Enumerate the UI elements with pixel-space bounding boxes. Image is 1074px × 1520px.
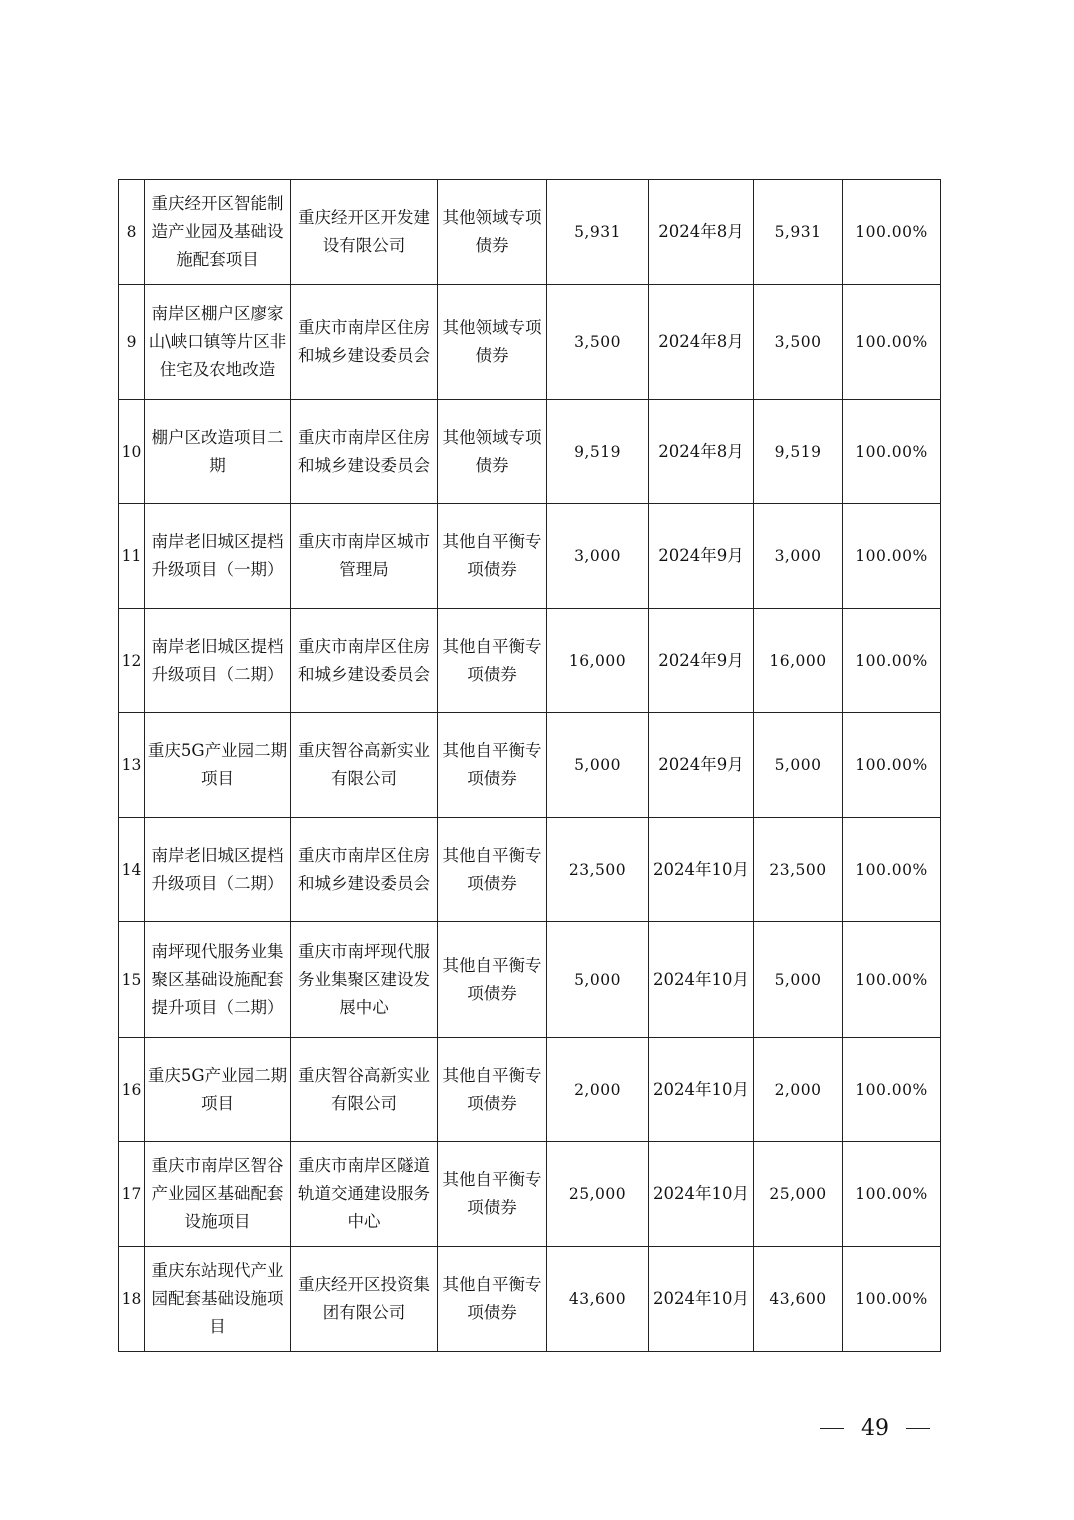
project-name: 棚户区改造项目二期 [145,400,291,504]
table-row [119,1142,941,1247]
usage-rate: 100.00% [843,1247,941,1352]
issue-date: 2024年9月 [649,609,754,713]
implementing-unit: 重庆智谷高新实业有限公司 [291,713,438,818]
usage-rate: 100.00% [843,922,941,1038]
usage-rate: 100.00% [843,1038,941,1142]
bond-type: 其他自平衡专项债券 [438,1142,547,1247]
used-amount: 5,931 [754,180,843,285]
issue-date: 2024年8月 [649,180,754,285]
implementing-unit: 重庆市南岸区住房和城乡建设委员会 [291,609,438,713]
table-row [119,713,941,818]
issued-amount: 5,000 [547,922,649,1038]
usage-rate: 100.00% [843,180,941,285]
project-name: 重庆市南岸区智谷产业园区基础配套设施项目 [145,1142,291,1247]
project-name: 南岸老旧城区提档升级项目（一期） [145,504,291,609]
row-number: 14 [119,818,145,922]
row-number: 12 [119,609,145,713]
right-dash [906,1428,930,1429]
row-number: 13 [119,713,145,818]
used-amount: 9,519 [754,400,843,504]
issued-amount: 2,000 [547,1038,649,1142]
issued-amount: 3,500 [547,285,649,400]
issued-amount: 9,519 [547,400,649,504]
table-row [119,504,941,609]
usage-rate: 100.00% [843,713,941,818]
left-dash [820,1428,844,1429]
table-row [119,609,941,713]
issue-date: 2024年10月 [649,1038,754,1142]
table-body [119,180,941,1352]
bond-type: 其他自平衡专项债券 [438,1247,547,1352]
used-amount: 3,000 [754,504,843,609]
issued-amount: 23,500 [547,818,649,922]
issued-amount: 5,000 [547,713,649,818]
used-amount: 2,000 [754,1038,843,1142]
project-name: 南坪现代服务业集聚区基础设施配套提升项目（二期） [145,922,291,1038]
project-name: 重庆5G产业园二期项目 [145,1038,291,1142]
bond-type: 其他领域专项债券 [438,180,547,285]
bond-project-table [118,179,941,1352]
issued-amount: 16,000 [547,609,649,713]
table-row [119,1038,941,1142]
row-number: 18 [119,1247,145,1352]
usage-rate: 100.00% [843,818,941,922]
issued-amount: 5,931 [547,180,649,285]
usage-rate: 100.00% [843,400,941,504]
implementing-unit: 重庆市南岸区住房和城乡建设委员会 [291,818,438,922]
project-name: 重庆东站现代产业园配套基础设施项目 [145,1247,291,1352]
row-number: 16 [119,1038,145,1142]
used-amount: 5,000 [754,922,843,1038]
table-row [119,922,941,1038]
issue-date: 2024年9月 [649,713,754,818]
row-number: 11 [119,504,145,609]
row-number: 10 [119,400,145,504]
table-row [119,180,941,285]
bond-type: 其他自平衡专项债券 [438,504,547,609]
implementing-unit: 重庆市南坪现代服务业集聚区建设发展中心 [291,922,438,1038]
issue-date: 2024年10月 [649,818,754,922]
implementing-unit: 重庆经开区开发建设有限公司 [291,180,438,285]
implementing-unit: 重庆智谷高新实业有限公司 [291,1038,438,1142]
project-name: 南岸区棚户区廖家山\峡口镇等片区非住宅及农地改造 [145,285,291,400]
bond-type: 其他领域专项债券 [438,400,547,504]
bond-type: 其他自平衡专项债券 [438,609,547,713]
project-name: 南岸老旧城区提档升级项目（二期） [145,609,291,713]
usage-rate: 100.00% [843,285,941,400]
bond-type: 其他自平衡专项债券 [438,1038,547,1142]
bond-type: 其他领域专项债券 [438,285,547,400]
bond-type: 其他自平衡专项债券 [438,818,547,922]
bond-type: 其他自平衡专项债券 [438,713,547,818]
page-number [820,1410,930,1446]
issue-date: 2024年10月 [649,922,754,1038]
page-number-text: 49 [861,1415,889,1441]
issue-date: 2024年8月 [649,400,754,504]
row-number: 8 [119,180,145,285]
table-row [119,400,941,504]
issue-date: 2024年10月 [649,1247,754,1352]
issued-amount: 43,600 [547,1247,649,1352]
used-amount: 16,000 [754,609,843,713]
row-number: 17 [119,1142,145,1247]
implementing-unit: 重庆市南岸区住房和城乡建设委员会 [291,400,438,504]
row-number: 15 [119,922,145,1038]
used-amount: 23,500 [754,818,843,922]
issue-date: 2024年8月 [649,285,754,400]
used-amount: 43,600 [754,1247,843,1352]
issue-date: 2024年10月 [649,1142,754,1247]
project-name: 重庆5G产业园二期项目 [145,713,291,818]
row-number: 9 [119,285,145,400]
issue-date: 2024年9月 [649,504,754,609]
used-amount: 5,000 [754,713,843,818]
table-row [119,1247,941,1352]
implementing-unit: 重庆市南岸区隧道轨道交通建设服务中心 [291,1142,438,1247]
usage-rate: 100.00% [843,1142,941,1247]
project-name: 重庆经开区智能制造产业园及基础设施配套项目 [145,180,291,285]
usage-rate: 100.00% [843,504,941,609]
implementing-unit: 重庆经开区投资集团有限公司 [291,1247,438,1352]
issued-amount: 3,000 [547,504,649,609]
project-name: 南岸老旧城区提档升级项目（二期） [145,818,291,922]
usage-rate: 100.00% [843,609,941,713]
implementing-unit: 重庆市南岸区住房和城乡建设委员会 [291,285,438,400]
used-amount: 25,000 [754,1142,843,1247]
used-amount: 3,500 [754,285,843,400]
table-row [119,818,941,922]
table-row [119,285,941,400]
issued-amount: 25,000 [547,1142,649,1247]
implementing-unit: 重庆市南岸区城市管理局 [291,504,438,609]
bond-type: 其他自平衡专项债券 [438,922,547,1038]
